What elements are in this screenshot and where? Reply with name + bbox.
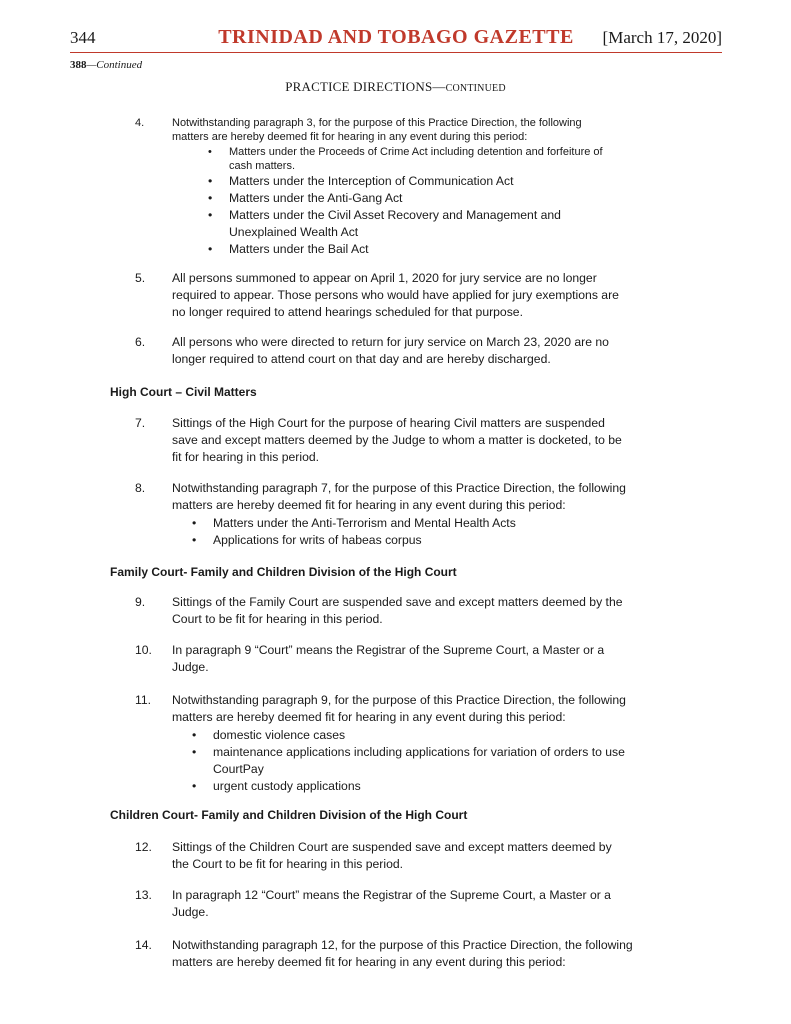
continued-reference	[70, 59, 142, 71]
heading-family-court: Family Court- Family and Children Division of the High Court	[110, 565, 457, 579]
paragraph-number: 8.	[135, 481, 146, 495]
paragraph-8	[135, 480, 635, 549]
paragraph-12	[135, 839, 615, 873]
list-item: • urgent custody applications	[192, 778, 635, 795]
gazette-date: [March 17, 2020]	[602, 28, 722, 47]
bullet-list	[135, 515, 635, 549]
paragraph-number: 7.	[135, 416, 146, 430]
paragraph-number: 6.	[135, 335, 146, 349]
paragraph-text: Notwithstanding paragraph 9, for the purpose of this Practice Direction, the following matters are hereby deemed fit for hearing in any event during this period:	[172, 693, 626, 724]
paragraph-number: 14.	[135, 938, 152, 952]
heading-high-court-civil: High Court – Civil Matters	[110, 385, 257, 399]
heading-children-court: Children Court- Family and Children Division of the High Court	[110, 808, 468, 822]
list-item: • domestic violence cases	[192, 727, 635, 744]
paragraph-7	[135, 415, 625, 466]
list-item: • maintenance applications including applications for variation of orders to use CourtPay	[192, 744, 635, 778]
section-title-small-caps: CONTINUED	[445, 83, 506, 94]
paragraph-text: All persons who were directed to return for jury service on March 23, 2020 are no longer required to attend court on that day and are hereby discharged.	[172, 335, 609, 366]
list-item: • Matters under the Interception of Communication Act	[208, 173, 615, 190]
paragraph-number: 9.	[135, 595, 146, 609]
list-item: • Matters under the Anti-Gang Act	[208, 190, 615, 207]
paragraph-number: 13.	[135, 888, 152, 902]
paragraph-6	[135, 334, 635, 368]
page-number: 344	[70, 28, 96, 47]
paragraph-9	[135, 594, 625, 628]
gazette-title: TRINIDAD AND TOBAGO GAZETTE	[218, 26, 574, 48]
continued-ref-number: 388	[70, 59, 87, 71]
paragraph-10	[135, 642, 625, 676]
list-item: • Matters under the Bail Act	[208, 241, 615, 258]
paragraph-text: Notwithstanding paragraph 7, for the purpose of this Practice Direction, the following matters are hereby deemed fit for hearing in any event during this period:	[172, 481, 626, 512]
paragraph-4	[135, 116, 615, 258]
section-title-main: PRACTICE DIRECTIONS—	[285, 79, 446, 94]
paragraph-5	[135, 270, 635, 321]
paragraph-text: Sittings of the Children Court are suspended save and except matters deemed by the Court to be fit for hearing in this period.	[172, 840, 612, 871]
bullet-list	[135, 145, 615, 258]
paragraph-number: 11.	[135, 693, 152, 707]
paragraph-14	[135, 937, 635, 971]
paragraph-text: Sittings of the High Court for the purpose of hearing Civil matters are suspended save and except matters deemed by the Judge to whom a matter is docketed, to be fit for hearing in this period.	[172, 416, 622, 464]
list-item: • Matters under the Proceeds of Crime Act including detention and forfeiture of cash matters.	[208, 145, 615, 173]
paragraph-text: All persons summoned to appear on April 1, 2020 for jury service are no longer required to appear. Those persons who would have applied for jury exemptions are no longer required to attend hearings scheduled for that purpose.	[172, 271, 619, 319]
paragraph-text: Notwithstanding paragraph 12, for the purpose of this Practice Direction, the following matters are hereby deemed fit for hearing in any event during this period:	[172, 938, 633, 969]
list-item: • Matters under the Civil Asset Recovery and Management and Unexplained Wealth Act	[208, 207, 615, 241]
section-title	[0, 79, 791, 95]
paragraph-number: 5.	[135, 271, 146, 285]
list-item: • Matters under the Anti-Terrorism and Mental Health Acts	[192, 515, 635, 532]
bullet-list	[135, 727, 635, 795]
paragraph-number: 12.	[135, 840, 152, 854]
paragraph-text: Sittings of the Family Court are suspended save and except matters deemed by the Court to be fit for hearing in this period.	[172, 595, 623, 626]
paragraph-11	[135, 692, 635, 795]
paragraph-text: In paragraph 12 “Court” means the Registrar of the Supreme Court, a Master or a Judge.	[172, 888, 611, 919]
continued-ref-label: —Continued	[86, 59, 143, 71]
paragraph-number: 4.	[135, 117, 145, 129]
page-header	[70, 28, 722, 53]
paragraph-text: Notwithstanding paragraph 3, for the purpose of this Practice Direction, the following matters are hereby deemed fit for hearing in any event during this period:	[172, 117, 582, 143]
paragraph-text: In paragraph 9 “Court” means the Registrar of the Supreme Court, a Master or a Judge.	[172, 643, 605, 674]
paragraph-13	[135, 887, 615, 921]
paragraph-number: 10.	[135, 643, 152, 657]
list-item: • Applications for writs of habeas corpus	[192, 532, 635, 549]
